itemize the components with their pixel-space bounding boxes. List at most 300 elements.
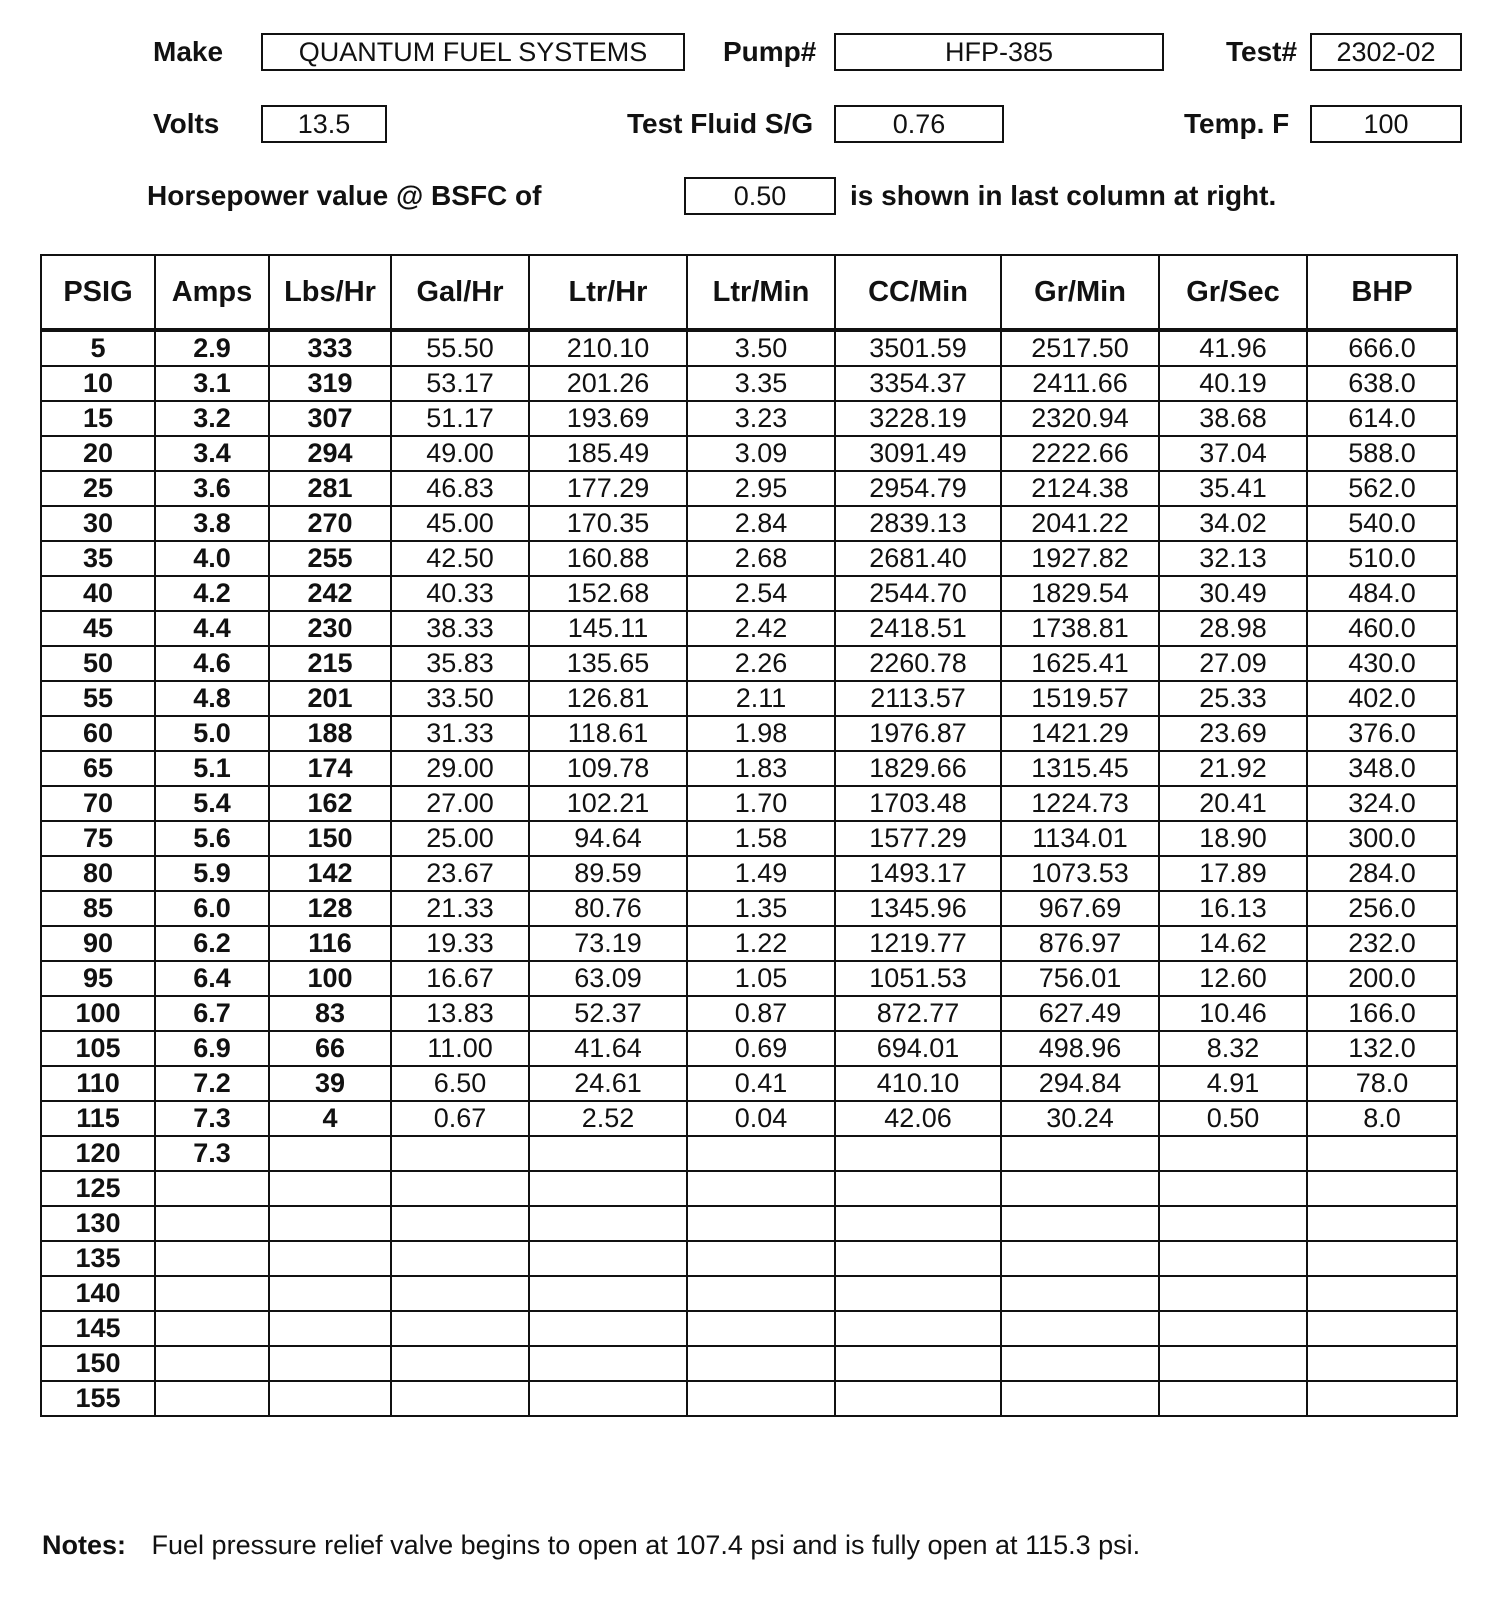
column-header: Gr/Min xyxy=(1001,255,1159,330)
table-cell: 4 xyxy=(269,1101,391,1136)
table-cell: 270 xyxy=(269,506,391,541)
table-cell: 45 xyxy=(41,611,155,646)
table-cell: 1.58 xyxy=(687,821,835,856)
table-cell: 100 xyxy=(269,961,391,996)
table-cell: 50 xyxy=(41,646,155,681)
table-cell: 105 xyxy=(41,1031,155,1066)
notes-text: Fuel pressure relief valve begins to open at 107.4 psi and is fully open at 115.3 psi. xyxy=(151,1530,1141,1560)
table-cell: 3501.59 xyxy=(835,330,1001,366)
bsfc-suffix: is shown in last column at right. xyxy=(850,180,1277,211)
table-row xyxy=(41,1066,1457,1101)
table-cell: 4.0 xyxy=(155,541,269,576)
table-cell: 66 xyxy=(269,1031,391,1066)
table-cell: 4.8 xyxy=(155,681,269,716)
table-cell: 45.00 xyxy=(391,506,529,541)
table-cell xyxy=(391,1346,529,1381)
table-cell xyxy=(1001,1311,1159,1346)
table-cell: 30.24 xyxy=(1001,1101,1159,1136)
table-cell: 2.54 xyxy=(687,576,835,611)
table-cell: 40 xyxy=(41,576,155,611)
table-cell: 109.78 xyxy=(529,751,687,786)
table-cell: 872.77 xyxy=(835,996,1001,1031)
table-cell xyxy=(835,1311,1001,1346)
table-cell: 80 xyxy=(41,856,155,891)
make-label: Make xyxy=(153,36,224,67)
table-cell: 694.01 xyxy=(835,1031,1001,1066)
table-row xyxy=(41,856,1457,891)
table-cell: 18.90 xyxy=(1159,821,1307,856)
table-cell: 6.0 xyxy=(155,891,269,926)
table-cell: 78.0 xyxy=(1307,1066,1457,1101)
table-cell: 126.81 xyxy=(529,681,687,716)
table-cell xyxy=(1159,1241,1307,1276)
table-cell: 27.09 xyxy=(1159,646,1307,681)
table-cell xyxy=(529,1381,687,1416)
table-cell xyxy=(529,1311,687,1346)
table-cell: 0.41 xyxy=(687,1066,835,1101)
table-cell: 120 xyxy=(41,1136,155,1171)
table-cell: 1829.54 xyxy=(1001,576,1159,611)
table-cell: 284.0 xyxy=(1307,856,1457,891)
test-label: Test# xyxy=(1226,36,1298,67)
table-cell: 1.83 xyxy=(687,751,835,786)
table-cell: 638.0 xyxy=(1307,366,1457,401)
table-cell xyxy=(269,1136,391,1171)
column-header: Lbs/Hr xyxy=(269,255,391,330)
table-cell xyxy=(269,1276,391,1311)
table-row xyxy=(41,646,1457,681)
table-cell: 201 xyxy=(269,681,391,716)
table-cell: 10 xyxy=(41,366,155,401)
table-cell xyxy=(269,1311,391,1346)
column-header: Ltr/Min xyxy=(687,255,835,330)
table-cell: 166.0 xyxy=(1307,996,1457,1031)
table-cell: 90 xyxy=(41,926,155,961)
table-cell: 1.49 xyxy=(687,856,835,891)
notes-label: Notes: xyxy=(42,1530,127,1560)
table-cell: 215 xyxy=(269,646,391,681)
table-cell: 27.00 xyxy=(391,786,529,821)
table-cell: 540.0 xyxy=(1307,506,1457,541)
table-cell: 3091.49 xyxy=(835,436,1001,471)
table-cell: 1421.29 xyxy=(1001,716,1159,751)
table-cell: 319 xyxy=(269,366,391,401)
table-cell: 7.3 xyxy=(155,1101,269,1136)
table-cell: 155 xyxy=(41,1381,155,1416)
table-cell xyxy=(1001,1241,1159,1276)
table-cell: 7.3 xyxy=(155,1136,269,1171)
table-cell xyxy=(687,1171,835,1206)
table-cell: 5.1 xyxy=(155,751,269,786)
table-cell xyxy=(269,1346,391,1381)
table-cell: 4.6 xyxy=(155,646,269,681)
table-cell xyxy=(1159,1206,1307,1241)
table-cell: 11.00 xyxy=(391,1031,529,1066)
table-cell: 145.11 xyxy=(529,611,687,646)
table-row xyxy=(41,1136,1457,1171)
table-cell: 34.02 xyxy=(1159,506,1307,541)
table-cell xyxy=(687,1136,835,1171)
table-cell: 3.8 xyxy=(155,506,269,541)
table-cell: 0.50 xyxy=(1159,1101,1307,1136)
table-cell xyxy=(1001,1206,1159,1241)
table-cell: 2041.22 xyxy=(1001,506,1159,541)
table-cell: 53.17 xyxy=(391,366,529,401)
table-row xyxy=(41,891,1457,926)
table-cell: 29.00 xyxy=(391,751,529,786)
table-cell: 2.68 xyxy=(687,541,835,576)
table-cell: 83 xyxy=(269,996,391,1031)
column-header: Ltr/Hr xyxy=(529,255,687,330)
table-cell: 1073.53 xyxy=(1001,856,1159,891)
table-row xyxy=(41,996,1457,1031)
table-cell: 2839.13 xyxy=(835,506,1001,541)
table-cell: 614.0 xyxy=(1307,401,1457,436)
table-cell: 160.88 xyxy=(529,541,687,576)
table-cell xyxy=(1159,1136,1307,1171)
table-cell: 10.46 xyxy=(1159,996,1307,1031)
table-cell: 177.29 xyxy=(529,471,687,506)
table-cell: 38.68 xyxy=(1159,401,1307,436)
table-cell: 20 xyxy=(41,436,155,471)
table-cell xyxy=(269,1241,391,1276)
table-cell xyxy=(1159,1171,1307,1206)
table-cell: 255 xyxy=(269,541,391,576)
table-cell xyxy=(155,1311,269,1346)
column-header: Amps xyxy=(155,255,269,330)
table-cell: 145 xyxy=(41,1311,155,1346)
table-cell xyxy=(835,1381,1001,1416)
table-cell: 132.0 xyxy=(1307,1031,1457,1066)
table-cell: 193.69 xyxy=(529,401,687,436)
table-cell: 1519.57 xyxy=(1001,681,1159,716)
table-cell: 460.0 xyxy=(1307,611,1457,646)
table-cell: 200.0 xyxy=(1307,961,1457,996)
table-cell xyxy=(687,1381,835,1416)
table-header-row xyxy=(41,255,1457,330)
table-cell: 1051.53 xyxy=(835,961,1001,996)
table-cell: 5.9 xyxy=(155,856,269,891)
table-cell: 2411.66 xyxy=(1001,366,1159,401)
table-cell: 402.0 xyxy=(1307,681,1457,716)
table-row xyxy=(41,786,1457,821)
table-cell: 49.00 xyxy=(391,436,529,471)
table-cell: 484.0 xyxy=(1307,576,1457,611)
table-row xyxy=(41,1241,1457,1276)
table-cell: 1577.29 xyxy=(835,821,1001,856)
table-cell xyxy=(529,1206,687,1241)
table-row xyxy=(41,1031,1457,1066)
table-cell: 5.0 xyxy=(155,716,269,751)
table-cell xyxy=(391,1241,529,1276)
table-cell: 188 xyxy=(269,716,391,751)
column-header: Gal/Hr xyxy=(391,255,529,330)
table-cell: 38.33 xyxy=(391,611,529,646)
table-cell xyxy=(1001,1276,1159,1311)
table-cell xyxy=(1001,1171,1159,1206)
temp-field: 100 xyxy=(1310,105,1462,143)
table-cell xyxy=(529,1171,687,1206)
column-header: PSIG xyxy=(41,255,155,330)
table-row xyxy=(41,751,1457,786)
table-cell: 7.2 xyxy=(155,1066,269,1101)
table-cell: 2418.51 xyxy=(835,611,1001,646)
table-cell: 110 xyxy=(41,1066,155,1101)
table-cell: 1625.41 xyxy=(1001,646,1159,681)
sg-label: Test Fluid S/G xyxy=(627,108,814,139)
table-cell: 5.4 xyxy=(155,786,269,821)
table-row xyxy=(41,611,1457,646)
table-cell: 627.49 xyxy=(1001,996,1159,1031)
table-cell: 588.0 xyxy=(1307,436,1457,471)
table-cell: 562.0 xyxy=(1307,471,1457,506)
table-cell: 162 xyxy=(269,786,391,821)
table-cell: 118.61 xyxy=(529,716,687,751)
table-row xyxy=(41,1381,1457,1416)
table-cell: 6.7 xyxy=(155,996,269,1031)
table-cell: 376.0 xyxy=(1307,716,1457,751)
table-row xyxy=(41,1276,1457,1311)
table-cell: 3.6 xyxy=(155,471,269,506)
table-cell: 23.67 xyxy=(391,856,529,891)
table-cell: 201.26 xyxy=(529,366,687,401)
table-cell: 281 xyxy=(269,471,391,506)
table-cell: 2954.79 xyxy=(835,471,1001,506)
table-cell: 150 xyxy=(41,1346,155,1381)
table-row xyxy=(41,926,1457,961)
table-cell: 185.49 xyxy=(529,436,687,471)
table-cell: 967.69 xyxy=(1001,891,1159,926)
table-cell: 33.50 xyxy=(391,681,529,716)
table-cell: 232.0 xyxy=(1307,926,1457,961)
table-cell: 2517.50 xyxy=(1001,330,1159,366)
table-cell: 1.35 xyxy=(687,891,835,926)
table-cell: 2222.66 xyxy=(1001,436,1159,471)
table-cell: 52.37 xyxy=(529,996,687,1031)
table-row xyxy=(41,401,1457,436)
table-cell: 65 xyxy=(41,751,155,786)
table-cell xyxy=(687,1206,835,1241)
table-cell: 135 xyxy=(41,1241,155,1276)
table-cell: 3.1 xyxy=(155,366,269,401)
volts-field: 13.5 xyxy=(261,105,387,143)
table-cell: 294.84 xyxy=(1001,1066,1159,1101)
table-cell xyxy=(529,1346,687,1381)
table-cell: 37.04 xyxy=(1159,436,1307,471)
table-cell: 1.05 xyxy=(687,961,835,996)
table-cell xyxy=(835,1171,1001,1206)
table-cell: 63.09 xyxy=(529,961,687,996)
table-cell xyxy=(687,1311,835,1346)
table-cell: 410.10 xyxy=(835,1066,1001,1101)
temp-label: Temp. F xyxy=(1184,108,1290,139)
table-cell xyxy=(1159,1311,1307,1346)
table-cell: 6.9 xyxy=(155,1031,269,1066)
table-row xyxy=(41,961,1457,996)
table-cell: 307 xyxy=(269,401,391,436)
table-cell: 25.00 xyxy=(391,821,529,856)
table-cell xyxy=(1001,1381,1159,1416)
table-cell xyxy=(1307,1346,1457,1381)
table-cell: 89.59 xyxy=(529,856,687,891)
table-cell xyxy=(155,1346,269,1381)
table-cell: 2.42 xyxy=(687,611,835,646)
table-cell xyxy=(391,1136,529,1171)
table-cell: 31.33 xyxy=(391,716,529,751)
table-cell: 2113.57 xyxy=(835,681,1001,716)
table-cell: 4.91 xyxy=(1159,1066,1307,1101)
table-row xyxy=(41,716,1457,751)
table-row xyxy=(41,821,1457,856)
column-header: CC/Min xyxy=(835,255,1001,330)
table-cell: 42.06 xyxy=(835,1101,1001,1136)
table-cell: 242 xyxy=(269,576,391,611)
table-cell: 4.2 xyxy=(155,576,269,611)
table-row xyxy=(41,471,1457,506)
table-cell: 15 xyxy=(41,401,155,436)
table-cell xyxy=(391,1276,529,1311)
table-cell: 1.70 xyxy=(687,786,835,821)
table-cell: 55 xyxy=(41,681,155,716)
table-cell: 210.10 xyxy=(529,330,687,366)
table-cell: 94.64 xyxy=(529,821,687,856)
table-cell: 3.23 xyxy=(687,401,835,436)
table-cell: 1976.87 xyxy=(835,716,1001,751)
sg-field: 0.76 xyxy=(834,105,1004,143)
table-cell: 498.96 xyxy=(1001,1031,1159,1066)
table-cell: 100 xyxy=(41,996,155,1031)
table-cell: 1927.82 xyxy=(1001,541,1159,576)
table-cell: 5.6 xyxy=(155,821,269,856)
table-cell xyxy=(1307,1241,1457,1276)
table-cell xyxy=(155,1171,269,1206)
table-cell: 174 xyxy=(269,751,391,786)
table-cell xyxy=(1159,1346,1307,1381)
column-header: BHP xyxy=(1307,255,1457,330)
table-cell xyxy=(269,1171,391,1206)
table-cell: 2.95 xyxy=(687,471,835,506)
table-cell: 324.0 xyxy=(1307,786,1457,821)
table-cell xyxy=(155,1381,269,1416)
table-cell: 666.0 xyxy=(1307,330,1457,366)
table-cell: 294 xyxy=(269,436,391,471)
table-cell: 55.50 xyxy=(391,330,529,366)
table-cell: 2.9 xyxy=(155,330,269,366)
table-cell: 1219.77 xyxy=(835,926,1001,961)
table-cell xyxy=(529,1241,687,1276)
table-cell: 2.52 xyxy=(529,1101,687,1136)
table-cell xyxy=(1307,1206,1457,1241)
table-cell: 150 xyxy=(269,821,391,856)
table-cell xyxy=(269,1206,391,1241)
table-cell: 876.97 xyxy=(1001,926,1159,961)
table-cell: 0.67 xyxy=(391,1101,529,1136)
table-cell: 95 xyxy=(41,961,155,996)
table-cell xyxy=(155,1206,269,1241)
table-cell xyxy=(155,1276,269,1311)
table-cell: 4.4 xyxy=(155,611,269,646)
table-cell: 2544.70 xyxy=(835,576,1001,611)
table-cell: 256.0 xyxy=(1307,891,1457,926)
table-cell xyxy=(835,1276,1001,1311)
table-cell xyxy=(529,1136,687,1171)
make-field: QUANTUM FUEL SYSTEMS xyxy=(261,33,685,71)
table-cell: 73.19 xyxy=(529,926,687,961)
table-cell xyxy=(1307,1276,1457,1311)
table-cell xyxy=(1001,1346,1159,1381)
table-row xyxy=(41,576,1457,611)
table-cell: 1.22 xyxy=(687,926,835,961)
table-cell: 8.0 xyxy=(1307,1101,1457,1136)
table-cell: 16.13 xyxy=(1159,891,1307,926)
table-cell: 30.49 xyxy=(1159,576,1307,611)
table-row xyxy=(41,541,1457,576)
table-cell: 42.50 xyxy=(391,541,529,576)
table-cell: 102.21 xyxy=(529,786,687,821)
table-cell: 2.11 xyxy=(687,681,835,716)
table-row xyxy=(41,1171,1457,1206)
table-cell: 125 xyxy=(41,1171,155,1206)
table-cell: 128 xyxy=(269,891,391,926)
table-cell xyxy=(269,1381,391,1416)
table-cell: 70 xyxy=(41,786,155,821)
table-cell xyxy=(1307,1381,1457,1416)
table-cell xyxy=(391,1311,529,1346)
table-cell: 13.83 xyxy=(391,996,529,1031)
table-cell: 0.87 xyxy=(687,996,835,1031)
table-cell xyxy=(687,1241,835,1276)
table-cell: 510.0 xyxy=(1307,541,1457,576)
table-cell: 1134.01 xyxy=(1001,821,1159,856)
table-cell: 3.4 xyxy=(155,436,269,471)
table-cell xyxy=(391,1206,529,1241)
table-cell xyxy=(1159,1276,1307,1311)
table-cell: 333 xyxy=(269,330,391,366)
table-cell: 21.33 xyxy=(391,891,529,926)
table-cell: 756.01 xyxy=(1001,961,1159,996)
table-cell: 30 xyxy=(41,506,155,541)
pump-label: Pump# xyxy=(723,36,817,67)
table-body xyxy=(41,330,1457,1416)
table-cell: 2124.38 xyxy=(1001,471,1159,506)
table-cell: 135.65 xyxy=(529,646,687,681)
table-cell xyxy=(1001,1136,1159,1171)
table-cell: 3.09 xyxy=(687,436,835,471)
table-cell: 230 xyxy=(269,611,391,646)
table-cell: 130 xyxy=(41,1206,155,1241)
table-cell: 40.33 xyxy=(391,576,529,611)
table-cell xyxy=(1307,1311,1457,1346)
table-cell: 152.68 xyxy=(529,576,687,611)
table-cell: 19.33 xyxy=(391,926,529,961)
table-cell: 430.0 xyxy=(1307,646,1457,681)
table-cell: 0.04 xyxy=(687,1101,835,1136)
table-cell: 51.17 xyxy=(391,401,529,436)
table-cell: 23.69 xyxy=(1159,716,1307,751)
table-cell: 6.2 xyxy=(155,926,269,961)
table-cell: 348.0 xyxy=(1307,751,1457,786)
table-cell: 41.96 xyxy=(1159,330,1307,366)
table-cell xyxy=(1159,1381,1307,1416)
pump-field: HFP-385 xyxy=(834,33,1164,71)
table-cell: 41.64 xyxy=(529,1031,687,1066)
table-cell: 1829.66 xyxy=(835,751,1001,786)
table-cell: 0.69 xyxy=(687,1031,835,1066)
table-cell: 17.89 xyxy=(1159,856,1307,891)
table-cell: 2260.78 xyxy=(835,646,1001,681)
table-cell xyxy=(1307,1136,1457,1171)
table-cell: 35.83 xyxy=(391,646,529,681)
